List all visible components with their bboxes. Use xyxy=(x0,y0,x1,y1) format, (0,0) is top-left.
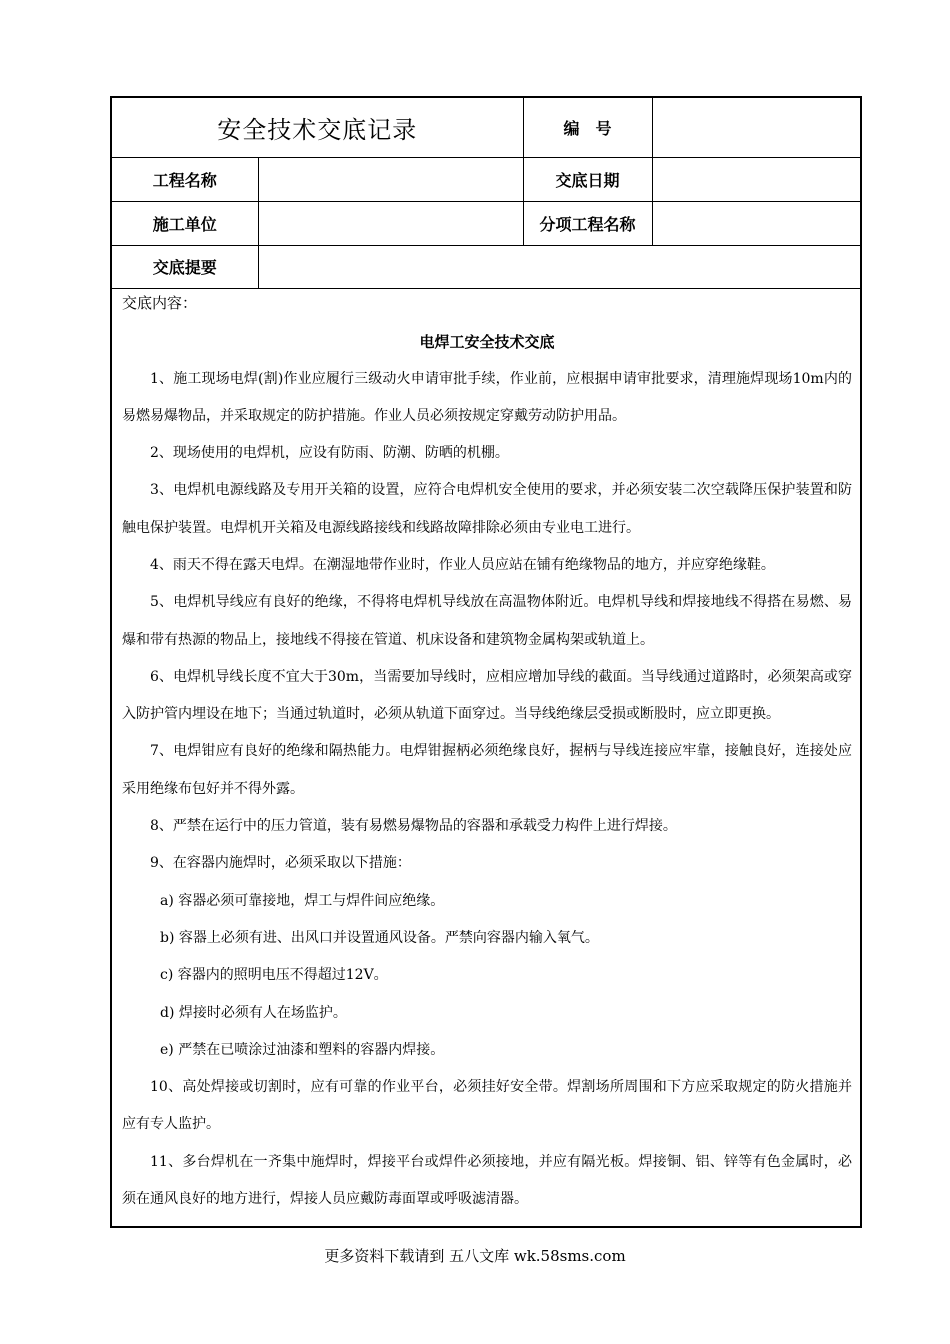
summary-label: 交底提要 xyxy=(112,245,258,288)
content-item: 1、施工现场电焊(割)作业应履行三级动火申请审批手续，作业前，应根据申请审批要求，清理施焊现场10m内的易燃易爆物品，并采取规定的防护措施。作业人员必须按规定穿戴劳动防护用品。 xyxy=(122,370,852,424)
summary-value[interactable] xyxy=(258,245,860,288)
number-value[interactable] xyxy=(652,98,860,157)
date-value[interactable] xyxy=(652,157,860,201)
project-name-value[interactable] xyxy=(258,157,523,201)
content-sub-item: c) 容器内的照明电压不得超过12V。 xyxy=(160,967,388,984)
content-item: 2、现场使用的电焊机，应设有防雨、防潮、防晒的机棚。 xyxy=(150,445,509,462)
content-label: 交底内容： xyxy=(122,293,198,312)
date-label: 交底日期 xyxy=(523,157,652,201)
form-title: 安全技术交底记录 xyxy=(112,98,523,157)
content-item: 9、在容器内施焊时，必须采取以下措施： xyxy=(150,855,411,872)
content-title: 电焊工安全技术交底 xyxy=(419,332,555,351)
project-name-label: 工程名称 xyxy=(112,157,258,201)
form-header-table xyxy=(112,98,860,289)
briefing-content xyxy=(112,289,860,1219)
content-item: 3、电焊机电源线路及专用开关箱的设置，应符合电焊机安全使用的要求，并必须安装二次空载降压保护装置和防触电保护装置。电焊机开关箱及电源线路接线和线路故障排除必须由专业电工进行。 xyxy=(122,482,852,536)
unit-value[interactable] xyxy=(258,201,523,245)
content-item: 6、电焊机导线长度不宜大于30m，当需要加导线时，应相应增加导线的截面。当导线通过道路时，必须架高或穿入防护管内埋设在地下；当通过轨道时，必须从轨道下面穿过。当导线绝缘层受损或断股时，应立即更换。 xyxy=(122,668,852,723)
unit-label: 施工单位 xyxy=(112,201,258,245)
safety-briefing-form xyxy=(110,96,862,1228)
subproject-label: 分项工程名称 xyxy=(523,201,652,245)
content-item: 11、多台焊机在一齐集中施焊时，焊接平台或焊件必须接地，并应有隔光板。焊接铜、铝、锌等有色金属时，必须在通风良好的地方进行，焊接人员应戴防毒面罩或呼吸滤清器。 xyxy=(122,1153,852,1208)
content-sub-item: b) 容器上必须有进、出风口并设置通风设备。严禁向容器内输入氧气。 xyxy=(160,929,599,946)
content-item: 10、高处焊接或切割时，应有可靠的作业平台，必须挂好安全带。焊割场所周围和下方应采取规定的防火措施并应有专人监护。 xyxy=(122,1079,852,1133)
content-sub-item: d) 焊接时必须有人在场监护。 xyxy=(160,1004,347,1021)
content-item: 7、电焊钳应有良好的绝缘和隔热能力。电焊钳握柄必须绝缘良好，握柄与导线连接应牢靠，接触良好，连接处应采用绝缘布包好并不得外露。 xyxy=(122,743,852,797)
number-label: 编 号 xyxy=(523,98,652,157)
content-item: 4、雨天不得在露天电焊。在潮湿地带作业时，作业人员应站在铺有绝缘物品的地方，并应穿绝缘鞋。 xyxy=(150,556,775,573)
footer-note: 更多资料下载请到 五八文库 wk.58sms.com xyxy=(324,1247,626,1265)
subproject-value[interactable] xyxy=(652,201,860,245)
content-sub-item: a) 容器必须可靠接地，焊工与焊件间应绝缘。 xyxy=(160,892,445,909)
content-item: 8、严禁在运行中的压力管道，装有易燃易爆物品的容器和承载受力构件上进行焊接。 xyxy=(150,818,677,835)
content-item: 5、电焊机导线应有良好的绝缘，不得将电焊机导线放在高温物体附近。电焊机导线和焊接地线不得搭在易燃、易爆和带有热源的物品上，接地线不得接在管道、机床设备和建筑物金属构架或轨道上。 xyxy=(122,594,852,648)
content-sub-item: e) 严禁在已喷涂过油漆和塑料的容器内焊接。 xyxy=(160,1041,445,1058)
